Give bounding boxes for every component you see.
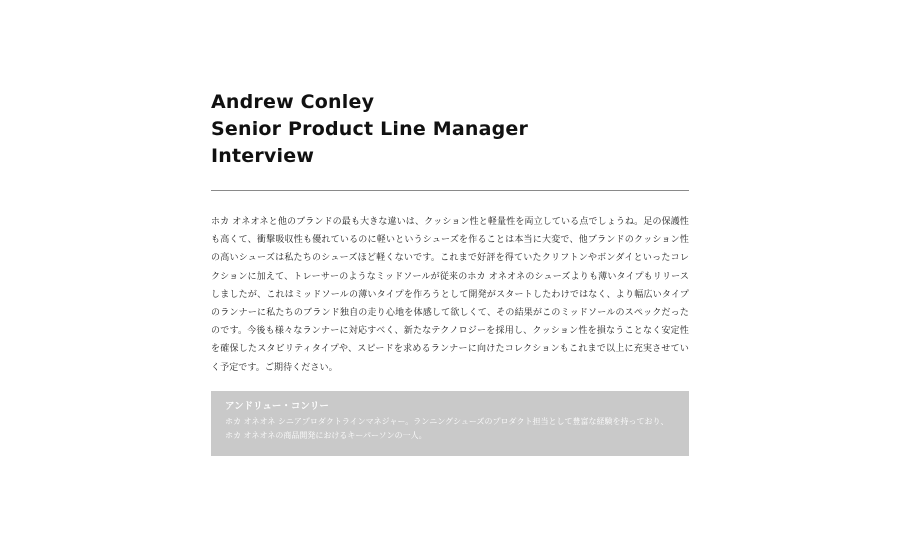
title-divider <box>211 190 689 191</box>
title-line-name: Andrew Conley <box>211 91 375 113</box>
article-title <box>211 89 689 170</box>
title-line-interview: Interview <box>211 145 315 167</box>
title-line-position: Senior Product Line Manager <box>211 118 529 140</box>
interview-article <box>211 89 689 456</box>
profile-box <box>211 391 689 456</box>
article-body: ホカ オネオネと他のブランドの最も大きな違いは、クッション性と軽量性を両立している点でしょうね。足の保護性も高くて、衝撃吸収性も優れているのに軽いというシューズを作ることは本当に大変で、他ブランドのクッション性の高いシューズは私たちのシューズほど軽くないです。これまで好評を得ていたクリフトンやボンダイといったコレクションに加えて、トレーサーのようなミッドソールが従来のホカ オネオネのシューズよりも薄いタイプもリリースしましたが、これはミッドソールの薄いタイプを作ろうとして開発がスタートしたわけではなく、より幅広いタイプのランナーに私たちのブランド独自の走り心地を体感して欲しくて、その結果がこのミッドソールのスペックだったのです。今後も様々なランナーに対応すべく、新たなテクノロジーを採用し、クッション性を損なうことなく安定性を確保したスタビリティタイプや、スピードを求めるランナーに向けたコレクションもこれまで以上に充実させていく予定です。ご期待ください。 <box>211 217 689 373</box>
profile-name: アンドリュー・コンリー <box>225 400 329 412</box>
profile-description: ホカ オネオネ シニアプロダクトラインマネジャー。ランニングシューズのプロダクト担当として豊富な経験を持っており、ホカ オネオネの商品開発におけるキーパーソンの一人。 <box>225 416 669 440</box>
